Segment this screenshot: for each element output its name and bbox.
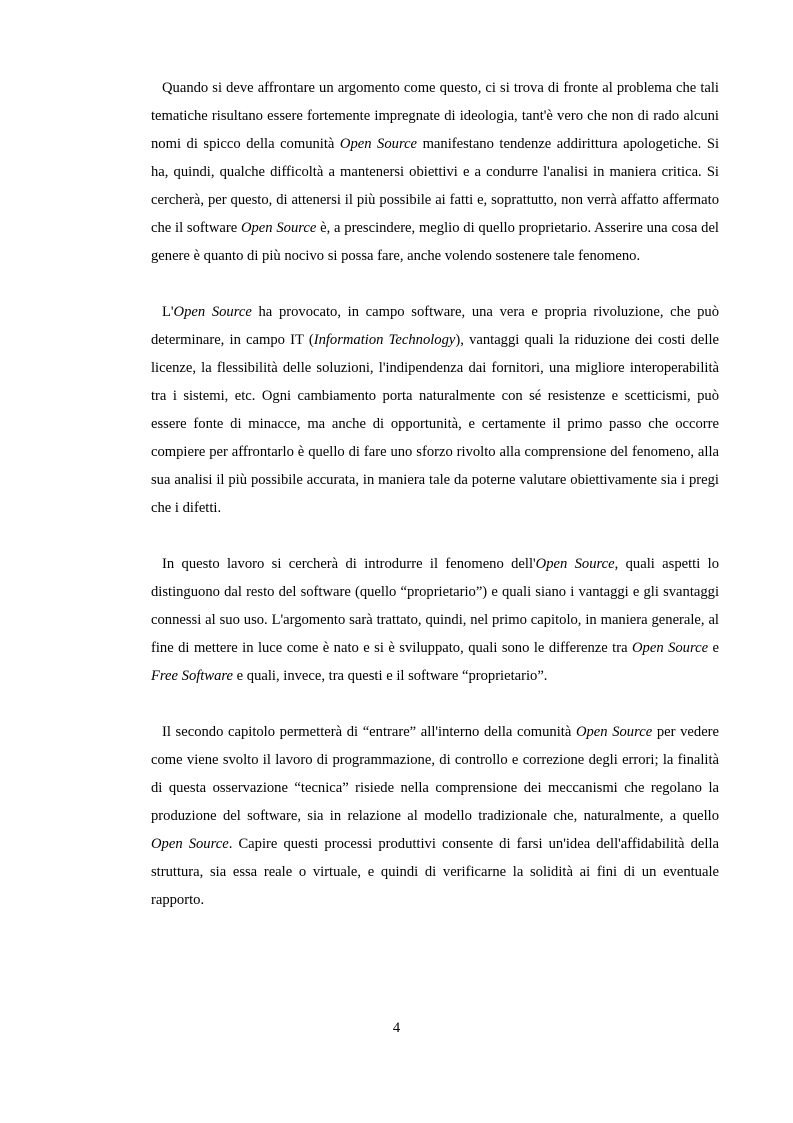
text-run: Quando si deve affrontare un argomento come questo, ci si trova di fronte al problema che tali tematiche risultano essere fortemente impregnate di ideologia, tant'è vero che non di rado alcuni nomi di spicco della comunità	[151, 80, 719, 152]
body-text	[151, 74, 719, 942]
paragraph-4	[151, 718, 719, 914]
italic-term: Information Technology	[313, 332, 456, 348]
text-run: . Capire questi processi produttivi consente di farsi un'idea dell'affidabilità della struttura, sia essa reale o virtuale, e quindi di verificarne la solidità ai fini di un eventuale rapporto.	[151, 836, 719, 908]
italic-term: Open Source	[151, 836, 229, 852]
italic-term: Open Source	[173, 304, 252, 320]
text-run: In questo lavoro si cercherà di introdurre il fenomeno dell'	[162, 556, 536, 572]
italic-term: Open Source	[339, 136, 418, 152]
text-run: e	[708, 640, 719, 656]
text-run: manifestano tendenze addirittura apologetiche. Si ha, quindi, qualche difficoltà a mantenersi obiettivi e a condurre l'analisi in maniera critica. Si cercherà, per questo, di attenersi il più possibile ai fatti e, soprattutto, non verrà affatto affermato che il software	[151, 136, 719, 236]
italic-term: Open Source	[240, 220, 317, 236]
paragraph-3	[151, 550, 719, 690]
italic-term: Open Source	[535, 556, 615, 572]
text-run: ha provocato, in campo software, una vera e propria rivoluzione, che può determinare, in campo IT (	[151, 304, 719, 348]
italic-term: Open Source	[575, 724, 653, 740]
text-run: per vedere come viene svolto il lavoro di programmazione, di controllo e correzione degli errori; la finalità di questa osservazione “tecnica” risiede nella comprensione dei meccanismi che regolano la produzione del software, sia in relazione al modello tradizionale che, naturalmente, a quello	[151, 724, 720, 824]
italic-term: Free Software	[151, 668, 234, 684]
text-run: ), vantaggi quali la riduzione dei costi delle licenze, la flessibilità delle soluzioni, l'indipendenza dai fornitori, una migliore interoperabilità tra i sistemi, etc. Ogni cambiamento porta naturalmente con sé resistenze e scetticismi, può essere fonte di minacce, ma anche di opportunità, e certamente il primo passo che occorre compiere per affrontarlo è quello di fare uno sforzo rivolto alla comprensione del fenomeno, alla sua analisi il più possibile accurata, in maniera tale da poterne valutare obiettivamente sia i pregi che i difetti.	[151, 332, 719, 516]
paragraph-1	[151, 74, 719, 270]
paragraph-2	[151, 298, 719, 522]
italic-term: Open Source	[632, 640, 709, 656]
page-number: 4	[392, 1020, 401, 1036]
text-run: e quali, invece, tra questi e il software “proprietario”.	[233, 668, 548, 684]
text-run: è, a prescindere, meglio di quello proprietario. Asserire una cosa del genere è quanto di più nocivo si possa fare, anche volendo sostenere tale fenomeno.	[151, 220, 719, 264]
text-run: , quali aspetti lo distinguono dal resto del software (quello “proprietario”) e quali siano i vantaggi e gli svantaggi connessi al suo uso. L'argomento sarà trattato, quindi, nel primo capitolo, in maniera generale, al fine di mettere in luce come è nato e si è sviluppato, quali sono le differenze tra	[151, 556, 719, 656]
text-run: Il secondo capitolo permetterà di “entrare” all'interno della comunità	[162, 724, 576, 740]
text-run: L'	[162, 304, 174, 320]
